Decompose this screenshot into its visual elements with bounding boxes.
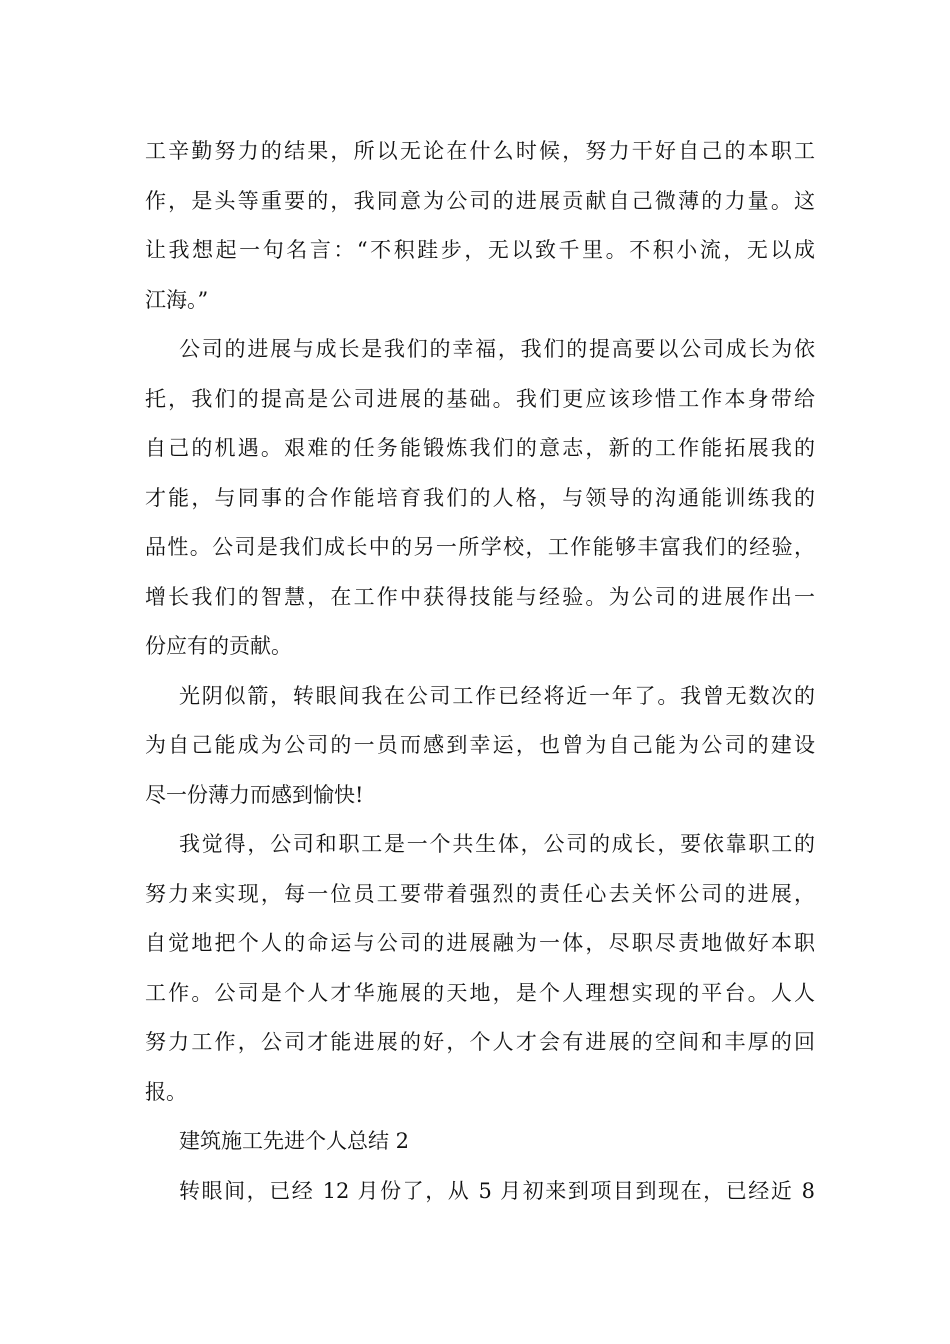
text-line: 光阴似箭，转眼间我在公司工作已经将近一年了。我曾无数次的 — [179, 683, 815, 708]
text-line: 努力来实现，每一位员工要带着强烈的责任心去关怀公司的进展， — [145, 881, 815, 906]
text-line: 让我想起一句名言：“不积跬步，无以致千里。不积小流，无以成 — [145, 238, 815, 262]
text-line: 自觉地把个人的命运与公司的进展融为一体，尽职尽责地做好本职 — [145, 931, 815, 955]
text-line: 托，我们的提高是公司进展的基础。我们更应该珍惜工作本身带给 — [145, 386, 815, 411]
text-line: 才能，与同事的合作能培育我们的人格，与领导的沟通能训练我的 — [145, 485, 815, 510]
text-line: 作，是头等重要的，我同意为公司的进展贡献自己微薄的力量。这 — [145, 188, 815, 213]
text-line: 自己的机遇。艰难的任务能锻炼我们的意志，新的工作能拓展我的 — [145, 436, 815, 460]
text-line: 为自己能成为公司的一员而感到幸运，也曾为自己能为公司的建设 — [145, 733, 815, 757]
text-line: 尽一份薄力而感到愉快! — [145, 782, 364, 807]
text-line: 公司的进展与成长是我们的幸福，我们的提高要以公司成长为依 — [179, 337, 815, 361]
text-line: 报。 — [145, 1079, 187, 1104]
text-line: 江海。” — [145, 287, 209, 312]
text-line: 我觉得，公司和职工是一个共生体，公司的成长，要依靠职工的 — [179, 832, 815, 856]
document-body — [145, 127, 815, 1216]
text-line: 品性。公司是我们成长中的另一所学校，工作能够丰富我们的经验， — [145, 535, 815, 559]
text-line: 工作。公司是个人才华施展的天地，是个人理想实现的平台。人人 — [145, 980, 815, 1005]
text-line: 努力工作，公司才能进展的好，个人才会有进展的空间和丰厚的回 — [145, 1030, 815, 1054]
text-line: 增长我们的智慧，在工作中获得技能与经验。为公司的进展作出一 — [145, 584, 815, 609]
text-line: 份应有的贡献。 — [145, 634, 292, 658]
text-line: 建筑施工先进个人总结 2 — [179, 1129, 410, 1153]
text-line: 工辛勤努力的结果，所以无论在什么时候，努力干好自己的本职工 — [145, 139, 815, 163]
text-line: 转眼间，已经 12 月份了，从 5 月初来到项目到现在，已经近 8 — [179, 1178, 815, 1203]
